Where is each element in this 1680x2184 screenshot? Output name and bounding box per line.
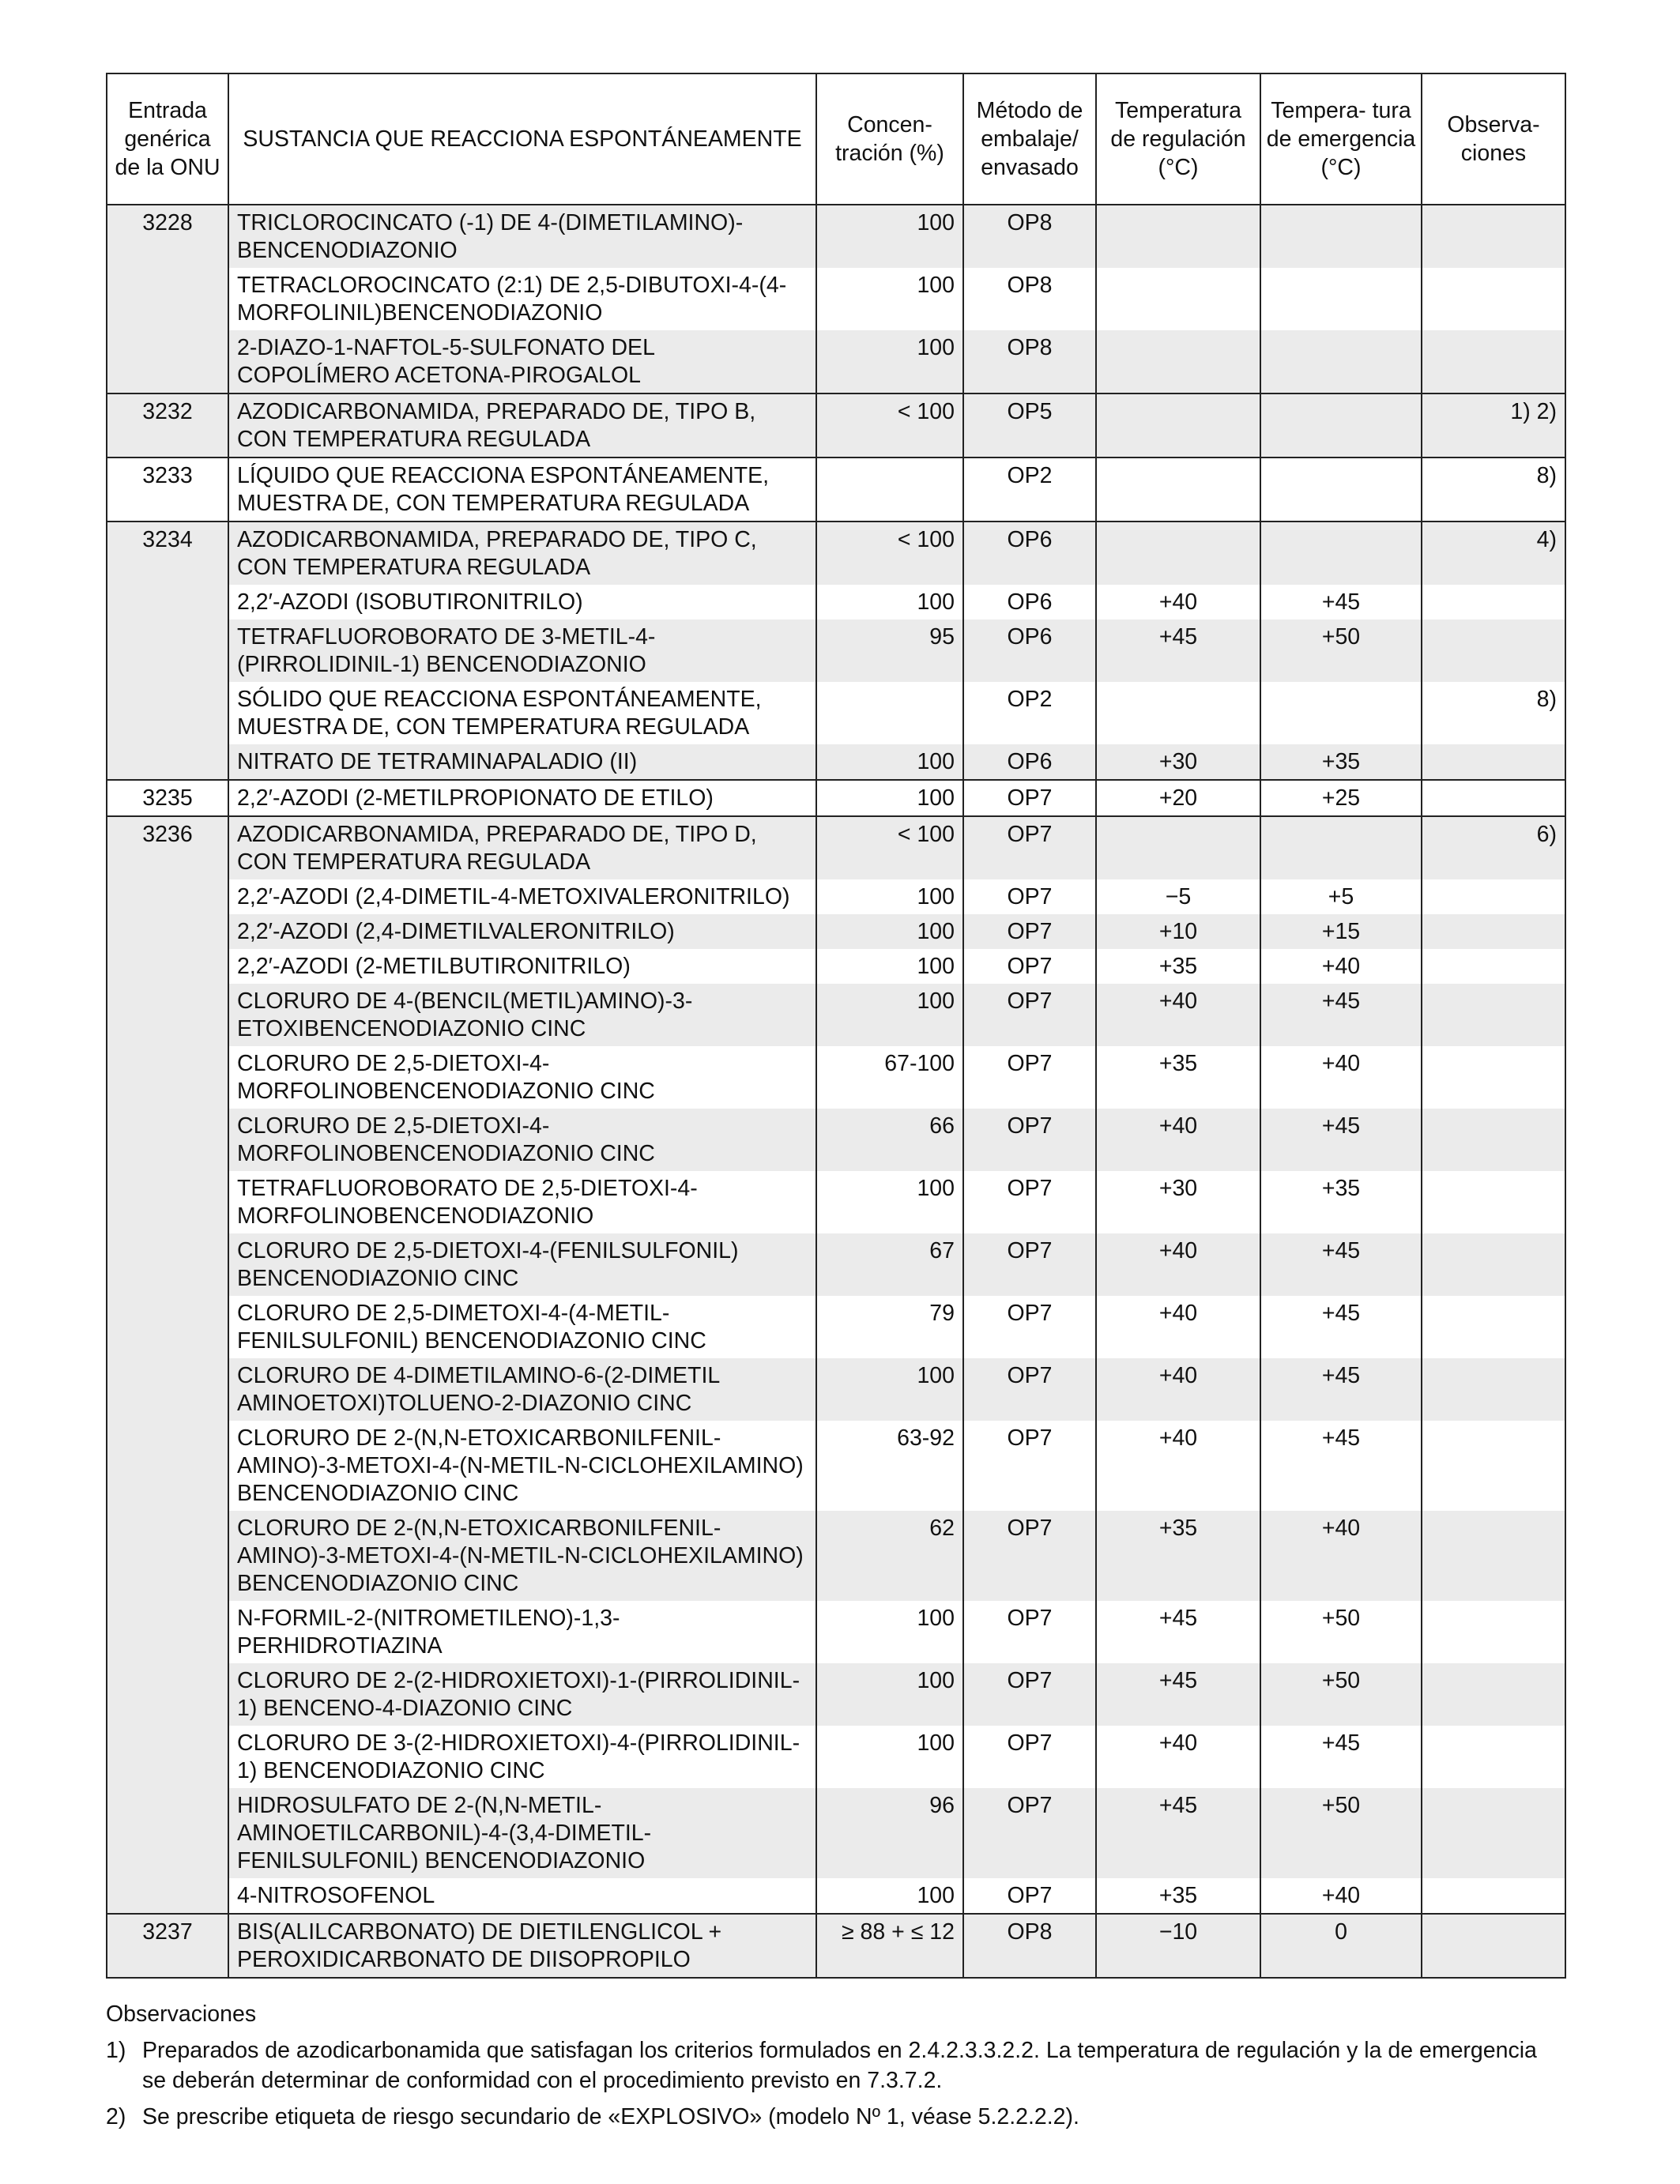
substance-cell: 2,2′-AZODI (2,4-DIMETIL-4-METOXIVALERONITRILO) (228, 879, 816, 914)
control-temp-cell: +35 (1096, 1878, 1260, 1914)
note-text: Se prescribe etiqueta de riesgo secundario de «EXPLOSIVO» (modelo Nº 1, véase 5.2.2.2.2). (142, 2104, 1079, 2129)
substance-cell: CLORURO DE 2-(2-HIDROXIETOXI)-1-(PIRROLIDINIL-1) BENCENO-4-DIAZONIO CINC (228, 1663, 816, 1726)
method-cell: OP7 (963, 1726, 1096, 1788)
entry-cell: 3235 (107, 780, 228, 816)
concentration-cell: 63-92 (816, 1421, 963, 1511)
substance-cell: NITRATO DE TETRAMINAPALADIO (II) (228, 744, 816, 780)
control-temp-cell: +40 (1096, 1109, 1260, 1171)
control-temp-cell: +20 (1096, 780, 1260, 816)
substance-cell: 4-NITROSOFENOL (228, 1878, 816, 1914)
method-cell: OP5 (963, 393, 1096, 458)
observation-note (106, 2102, 1565, 2132)
emergency-temp-cell: +35 (1260, 1171, 1422, 1233)
control-temp-cell: +40 (1096, 984, 1260, 1046)
observations-cell: 8) (1422, 458, 1565, 522)
table-row (107, 1878, 1565, 1914)
control-temp-cell: −10 (1096, 1914, 1260, 1978)
concentration-cell: 100 (816, 780, 963, 816)
observations-cell (1422, 780, 1565, 816)
method-cell: OP7 (963, 1171, 1096, 1233)
entry-cell (107, 330, 228, 393)
concentration-cell: 100 (816, 585, 963, 619)
table-row (107, 1358, 1565, 1421)
control-temp-cell (1096, 816, 1260, 879)
emergency-temp-cell: +50 (1260, 1788, 1422, 1878)
note-text: Preparados de azodicarbonamida que satisfagan los criterios formulados en 2.4.2.3.3.2.2. La temperatura de regulación y la de emergencia se deberán determinar de conformidad con el procedimiento previsto en 7.3.7.2. (142, 2038, 1537, 2093)
control-temp-cell: +45 (1096, 619, 1260, 682)
control-temp-cell: −5 (1096, 879, 1260, 914)
observations-cell: 6) (1422, 816, 1565, 879)
substance-cell: 2,2′-AZODI (2,4-DIMETILVALERONITRILO) (228, 914, 816, 949)
table-row (107, 1296, 1565, 1358)
substance-cell: AZODICARBONAMIDA, PREPARADO DE, TIPO B, CON TEMPERATURA REGULADA (228, 393, 816, 458)
substance-cell: CLORURO DE 2,5-DIETOXI-4-MORFOLINOBENCENODIAZONIO CINC (228, 1109, 816, 1171)
emergency-temp-cell: +45 (1260, 585, 1422, 619)
concentration-cell: 100 (816, 914, 963, 949)
emergency-temp-cell (1260, 268, 1422, 330)
concentration-cell: 79 (816, 1296, 963, 1358)
method-cell: OP7 (963, 1358, 1096, 1421)
emergency-temp-cell (1260, 816, 1422, 879)
concentration-cell: 96 (816, 1788, 963, 1878)
method-cell: OP7 (963, 949, 1096, 984)
header-control-temp: Temperatura de regulación (°C) (1096, 73, 1260, 205)
observations-cell (1422, 949, 1565, 984)
method-cell: OP7 (963, 914, 1096, 949)
entry-cell (107, 879, 228, 914)
observations-cell (1422, 330, 1565, 393)
table-row (107, 879, 1565, 914)
entry-cell (107, 1171, 228, 1233)
entry-cell (107, 1726, 228, 1788)
control-temp-cell: +40 (1096, 1296, 1260, 1358)
entry-cell (107, 682, 228, 744)
substance-cell: CLORURO DE 2-(N,N-ETOXICARBONILFENIL-AMINO)-3-METOXI-4-(N-METIL-N-CICLOHEXILAMINO) BENCENODIAZONIO CINC (228, 1421, 816, 1511)
emergency-temp-cell: +45 (1260, 984, 1422, 1046)
concentration-cell: 100 (816, 984, 963, 1046)
note-number: 2) (106, 2104, 126, 2129)
table-row (107, 330, 1565, 393)
control-temp-cell: +40 (1096, 1421, 1260, 1511)
table-row (107, 1046, 1565, 1109)
substance-cell: SÓLIDO QUE REACCIONA ESPONTÁNEAMENTE, MUESTRA DE, CON TEMPERATURA REGULADA (228, 682, 816, 744)
observations-cell (1422, 1511, 1565, 1601)
table-row (107, 949, 1565, 984)
table-row (107, 914, 1565, 949)
concentration-cell: ≥ 88 + ≤ 12 (816, 1914, 963, 1978)
observations-cell (1422, 1421, 1565, 1511)
emergency-temp-cell: +45 (1260, 1421, 1422, 1511)
entry-cell (107, 1296, 228, 1358)
concentration-cell: 95 (816, 619, 963, 682)
substance-cell: TETRACLOROCINCATO (2:1) DE 2,5-DIBUTOXI-4-(4-MORFOLINIL)BENCENODIAZONIO (228, 268, 816, 330)
observations-cell (1422, 914, 1565, 949)
substance-cell: CLORURO DE 4-(BENCIL(METIL)AMINO)-3-ETOXIBENCENODIAZONIO CINC (228, 984, 816, 1046)
substance-cell: BIS(ALILCARBONATO) DE DIETILENGLICOL + PEROXIDICARBONATO DE DIISOPROPILO (228, 1914, 816, 1978)
control-temp-cell: +30 (1096, 744, 1260, 780)
control-temp-cell: +35 (1096, 1046, 1260, 1109)
substance-cell: 2,2′-AZODI (2-METILPROPIONATO DE ETILO) (228, 780, 816, 816)
control-temp-cell (1096, 458, 1260, 522)
substance-cell: TETRAFLUOROBORATO DE 3-METIL-4-(PIRROLIDINIL-1) BENCENODIAZONIO (228, 619, 816, 682)
control-temp-cell: +40 (1096, 1358, 1260, 1421)
entry-cell (107, 914, 228, 949)
emergency-temp-cell: +40 (1260, 1878, 1422, 1914)
concentration-cell: < 100 (816, 393, 963, 458)
observations-cell: 4) (1422, 522, 1565, 585)
substances-table (106, 73, 1566, 1979)
method-cell: OP6 (963, 522, 1096, 585)
entry-cell: 3232 (107, 393, 228, 458)
entry-cell (107, 1109, 228, 1171)
observation-note (106, 2035, 1565, 2096)
method-cell: OP7 (963, 1511, 1096, 1601)
header-row (107, 73, 1565, 205)
entry-cell: 3237 (107, 1914, 228, 1978)
control-temp-cell: +45 (1096, 1788, 1260, 1878)
observations-cell (1422, 879, 1565, 914)
table-row (107, 522, 1565, 585)
concentration-cell: 66 (816, 1109, 963, 1171)
table-body (107, 205, 1565, 1978)
method-cell: OP6 (963, 744, 1096, 780)
observations-section (106, 1999, 1565, 2132)
emergency-temp-cell: 0 (1260, 1914, 1422, 1978)
substance-cell: TETRAFLUOROBORATO DE 2,5-DIETOXI-4-MORFOLINOBENCENODIAZONIO (228, 1171, 816, 1233)
table-row (107, 816, 1565, 879)
observations-cell (1422, 1109, 1565, 1171)
concentration-cell: 100 (816, 1601, 963, 1663)
concentration-cell: 100 (816, 205, 963, 268)
entry-cell (107, 984, 228, 1046)
observations-cell (1422, 1601, 1565, 1663)
control-temp-cell (1096, 682, 1260, 744)
observations-cell (1422, 1046, 1565, 1109)
emergency-temp-cell: +25 (1260, 780, 1422, 816)
entry-cell (107, 268, 228, 330)
concentration-cell: 100 (816, 949, 963, 984)
header-concentration: Concen- tración (%) (816, 73, 963, 205)
observations-cell (1422, 1788, 1565, 1878)
concentration-cell: 62 (816, 1511, 963, 1601)
concentration-cell: 100 (816, 1878, 963, 1914)
emergency-temp-cell (1260, 522, 1422, 585)
method-cell: OP7 (963, 1878, 1096, 1914)
table-row (107, 1421, 1565, 1511)
entry-cell: 3233 (107, 458, 228, 522)
emergency-temp-cell: +45 (1260, 1296, 1422, 1358)
method-cell: OP8 (963, 268, 1096, 330)
page (106, 73, 1565, 2138)
concentration-cell: 100 (816, 1726, 963, 1788)
emergency-temp-cell: +35 (1260, 744, 1422, 780)
control-temp-cell: +10 (1096, 914, 1260, 949)
control-temp-cell (1096, 205, 1260, 268)
control-temp-cell: +40 (1096, 1726, 1260, 1788)
observations-title: Observaciones (106, 2001, 257, 2027)
observations-cell (1422, 1296, 1565, 1358)
substance-cell: CLORURO DE 2,5-DIETOXI-4-MORFOLINOBENCENODIAZONIO CINC (228, 1046, 816, 1109)
observations-cell: 1) 2) (1422, 393, 1565, 458)
table-row (107, 458, 1565, 522)
header-observations: Observa- ciones (1422, 73, 1565, 205)
observations-cell (1422, 1726, 1565, 1788)
substance-cell: CLORURO DE 2,5-DIMETOXI-4-(4-METIL-FENILSULFONIL) BENCENODIAZONIO CINC (228, 1296, 816, 1358)
header-entry: Entrada genérica de la ONU (107, 73, 228, 205)
entry-cell (107, 1358, 228, 1421)
emergency-temp-cell (1260, 205, 1422, 268)
substance-cell: AZODICARBONAMIDA, PREPARADO DE, TIPO D, CON TEMPERATURA REGULADA (228, 816, 816, 879)
table-row (107, 984, 1565, 1046)
control-temp-cell: +30 (1096, 1171, 1260, 1233)
emergency-temp-cell: +40 (1260, 1046, 1422, 1109)
emergency-temp-cell: +45 (1260, 1358, 1422, 1421)
table-row (107, 1511, 1565, 1601)
emergency-temp-cell: +15 (1260, 914, 1422, 949)
observations-cell (1422, 585, 1565, 619)
entry-cell (107, 1663, 228, 1726)
entry-cell (107, 1601, 228, 1663)
substance-cell: CLORURO DE 2-(N,N-ETOXICARBONILFENIL-AMINO)-3-METOXI-4-(N-METIL-N-CICLOHEXILAMINO) BENCENODIAZONIO CINC (228, 1511, 816, 1601)
observations-cell (1422, 619, 1565, 682)
entry-cell (107, 1233, 228, 1296)
header-emergency-temp: Tempera- tura de emergencia (°C) (1260, 73, 1422, 205)
concentration-cell: 67 (816, 1233, 963, 1296)
control-temp-cell (1096, 330, 1260, 393)
observations-cell (1422, 1914, 1565, 1978)
observations-cell (1422, 205, 1565, 268)
observations-cell (1422, 984, 1565, 1046)
table-row (107, 268, 1565, 330)
entry-cell (107, 1421, 228, 1511)
method-cell: OP7 (963, 1788, 1096, 1878)
header-method: Método de embalaje/ envasado (963, 73, 1096, 205)
control-temp-cell (1096, 522, 1260, 585)
substance-cell: 2,2′-AZODI (ISOBUTIRONITRILO) (228, 585, 816, 619)
method-cell: OP8 (963, 1914, 1096, 1978)
table-row (107, 585, 1565, 619)
method-cell: OP8 (963, 205, 1096, 268)
note-number: 1) (106, 2038, 126, 2063)
control-temp-cell: +45 (1096, 1601, 1260, 1663)
substance-cell: CLORURO DE 4-DIMETILAMINO-6-(2-DIMETIL AMINOETOXI)TOLUENO-2-DIAZONIO CINC (228, 1358, 816, 1421)
substance-cell: CLORURO DE 2,5-DIETOXI-4-(FENILSULFONIL) BENCENODIAZONIO CINC (228, 1233, 816, 1296)
concentration-cell: 100 (816, 1171, 963, 1233)
emergency-temp-cell: +5 (1260, 879, 1422, 914)
emergency-temp-cell (1260, 458, 1422, 522)
method-cell: OP7 (963, 1046, 1096, 1109)
concentration-cell: 100 (816, 1358, 963, 1421)
entry-cell: 3236 (107, 816, 228, 879)
table-row (107, 1726, 1565, 1788)
substance-cell: CLORURO DE 3-(2-HIDROXIETOXI)-4-(PIRROLIDINIL-1) BENCENODIAZONIO CINC (228, 1726, 816, 1788)
substance-cell: TRICLOROCINCATO (-1) DE 4-(DIMETILAMINO)-BENCENODIAZONIO (228, 205, 816, 268)
observations-cell (1422, 1663, 1565, 1726)
observations-cell (1422, 744, 1565, 780)
table-row (107, 1233, 1565, 1296)
concentration-cell: 100 (816, 744, 963, 780)
header-substance: SUSTANCIA QUE REACCIONA ESPONTÁNEAMENTE (228, 73, 816, 205)
entry-cell (107, 619, 228, 682)
table-row (107, 619, 1565, 682)
substance-cell: 2-DIAZO-1-NAFTOL-5-SULFONATO DEL COPOLÍMERO ACETONA-PIROGALOL (228, 330, 816, 393)
control-temp-cell: +35 (1096, 1511, 1260, 1601)
method-cell: OP7 (963, 1663, 1096, 1726)
method-cell: OP7 (963, 1421, 1096, 1511)
concentration-cell: < 100 (816, 522, 963, 585)
observations-cell (1422, 268, 1565, 330)
table-row (107, 780, 1565, 816)
table-row (107, 1171, 1565, 1233)
table-row (107, 205, 1565, 268)
observations-cell (1422, 1233, 1565, 1296)
method-cell: OP8 (963, 330, 1096, 393)
concentration-cell: < 100 (816, 816, 963, 879)
method-cell: OP7 (963, 1109, 1096, 1171)
entry-cell (107, 1046, 228, 1109)
entry-cell (107, 1878, 228, 1914)
control-temp-cell: +45 (1096, 1663, 1260, 1726)
observations-cell: 8) (1422, 682, 1565, 744)
entry-cell: 3228 (107, 205, 228, 268)
substance-cell: HIDROSULFATO DE 2-(N,N-METIL-AMINOETILCARBONIL)-4-(3,4-DIMETIL-FENILSULFONIL) BENCENODIAZONIO (228, 1788, 816, 1878)
method-cell: OP2 (963, 458, 1096, 522)
emergency-temp-cell: +40 (1260, 949, 1422, 984)
emergency-temp-cell: +50 (1260, 1663, 1422, 1726)
method-cell: OP7 (963, 879, 1096, 914)
control-temp-cell: +35 (1096, 949, 1260, 984)
table-row (107, 393, 1565, 458)
method-cell: OP7 (963, 1233, 1096, 1296)
table-row (107, 1601, 1565, 1663)
control-temp-cell: +40 (1096, 1233, 1260, 1296)
substance-cell: 2,2′-AZODI (2-METILBUTIRONITRILO) (228, 949, 816, 984)
method-cell: OP2 (963, 682, 1096, 744)
concentration-cell: 100 (816, 268, 963, 330)
concentration-cell (816, 458, 963, 522)
table-row (107, 1663, 1565, 1726)
substance-cell: N-FORMIL-2-(NITROMETILENO)-1,3-PERHIDROTIAZINA (228, 1601, 816, 1663)
observations-cell (1422, 1878, 1565, 1914)
method-cell: OP6 (963, 619, 1096, 682)
table-row (107, 1914, 1565, 1978)
emergency-temp-cell (1260, 682, 1422, 744)
substance-cell: LÍQUIDO QUE REACCIONA ESPONTÁNEAMENTE, MUESTRA DE, CON TEMPERATURA REGULADA (228, 458, 816, 522)
concentration-cell: 100 (816, 879, 963, 914)
method-cell: OP7 (963, 1296, 1096, 1358)
emergency-temp-cell: +45 (1260, 1109, 1422, 1171)
table-row (107, 1109, 1565, 1171)
control-temp-cell (1096, 268, 1260, 330)
substance-cell: AZODICARBONAMIDA, PREPARADO DE, TIPO C, CON TEMPERATURA REGULADA (228, 522, 816, 585)
table-row (107, 1788, 1565, 1878)
method-cell: OP7 (963, 780, 1096, 816)
emergency-temp-cell: +45 (1260, 1726, 1422, 1788)
observations-cell (1422, 1358, 1565, 1421)
emergency-temp-cell: +50 (1260, 1601, 1422, 1663)
entry-cell (107, 1511, 228, 1601)
concentration-cell: 67-100 (816, 1046, 963, 1109)
control-temp-cell (1096, 393, 1260, 458)
entry-cell (107, 1788, 228, 1878)
entry-cell (107, 744, 228, 780)
concentration-cell: 100 (816, 330, 963, 393)
concentration-cell (816, 682, 963, 744)
emergency-temp-cell (1260, 393, 1422, 458)
entry-cell: 3234 (107, 522, 228, 585)
entry-cell (107, 949, 228, 984)
emergency-temp-cell: +50 (1260, 619, 1422, 682)
emergency-temp-cell (1260, 330, 1422, 393)
method-cell: OP7 (963, 816, 1096, 879)
method-cell: OP7 (963, 1601, 1096, 1663)
control-temp-cell: +40 (1096, 585, 1260, 619)
table-row (107, 744, 1565, 780)
method-cell: OP7 (963, 984, 1096, 1046)
method-cell: OP6 (963, 585, 1096, 619)
observations-cell (1422, 1171, 1565, 1233)
emergency-temp-cell: +45 (1260, 1233, 1422, 1296)
emergency-temp-cell: +40 (1260, 1511, 1422, 1601)
concentration-cell: 100 (816, 1663, 963, 1726)
table-row (107, 682, 1565, 744)
entry-cell (107, 585, 228, 619)
